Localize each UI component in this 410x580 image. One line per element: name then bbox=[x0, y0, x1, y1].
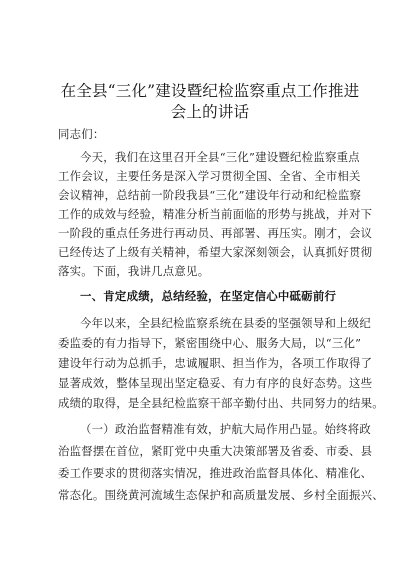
body-line: 已经传达了上级有关精神，希望大家深刻领会，认真抓好贯彻 bbox=[58, 245, 373, 259]
body-line: 显著成效，整体呈现出坚定稳妥、有力有序的良好态势。这些 bbox=[58, 376, 373, 390]
body-line: 今天，我们在这里召开全县“三化”建设暨纪检监察重点 bbox=[80, 150, 360, 164]
body-line: 一阶段的重点任务进行再动员、再部署、再压实。刚才，会议 bbox=[58, 226, 373, 240]
body-line: 工作的成效与经验，精准分析当前面临的形势与挑战，并对下 bbox=[58, 207, 373, 221]
body-line: 委工作要求的贯彻落实情况，推进政治监督具体化、精准化、 bbox=[58, 466, 373, 480]
body-line: 治监督摆在首位，紧盯党中央重大决策部署及省委、市委、县 bbox=[58, 444, 373, 458]
body-line: 成绩的取得，是全县纪检监察干部辛勤付出、共同努力的结果。 bbox=[58, 396, 384, 410]
body-line: 常态化。围绕黄河流域生态保护和高质量发展、乡村全面振兴、 bbox=[58, 488, 384, 502]
section-heading: 一、肯定成绩，总结经验，在坚定信心中砥砺前行 bbox=[80, 289, 337, 303]
body-line: 建设年行动为总抓手，忠诚履职、担当作为，各项工作取得了 bbox=[58, 356, 373, 370]
body-line: （一）政治监督精准有效，护航大局作用凸显。始终将政 bbox=[80, 422, 372, 436]
body-line: 今年以来，全县纪检监察系统在县委的坚强领导和上级纪 bbox=[80, 316, 372, 330]
body-line: 落实。下面，我讲几点意见。 bbox=[58, 264, 210, 278]
body-line: 委监委的有力指导下，紧密围绕中心、服务大局，以“三化” bbox=[58, 336, 362, 350]
salutation: 同志们： bbox=[58, 127, 105, 141]
body-line: 会议精神，总结前一阶段我县“三化”建设年行动和纪检监察 bbox=[58, 188, 362, 202]
body-line: 工作会议，主要任务是深入学习贯彻全国、全省、全市相关 bbox=[58, 169, 361, 183]
document-title-line-2: 会上的讲话 bbox=[170, 103, 250, 121]
document-title-line-1: 在全县“三化”建设暨纪检监察重点工作推进 bbox=[60, 82, 360, 100]
